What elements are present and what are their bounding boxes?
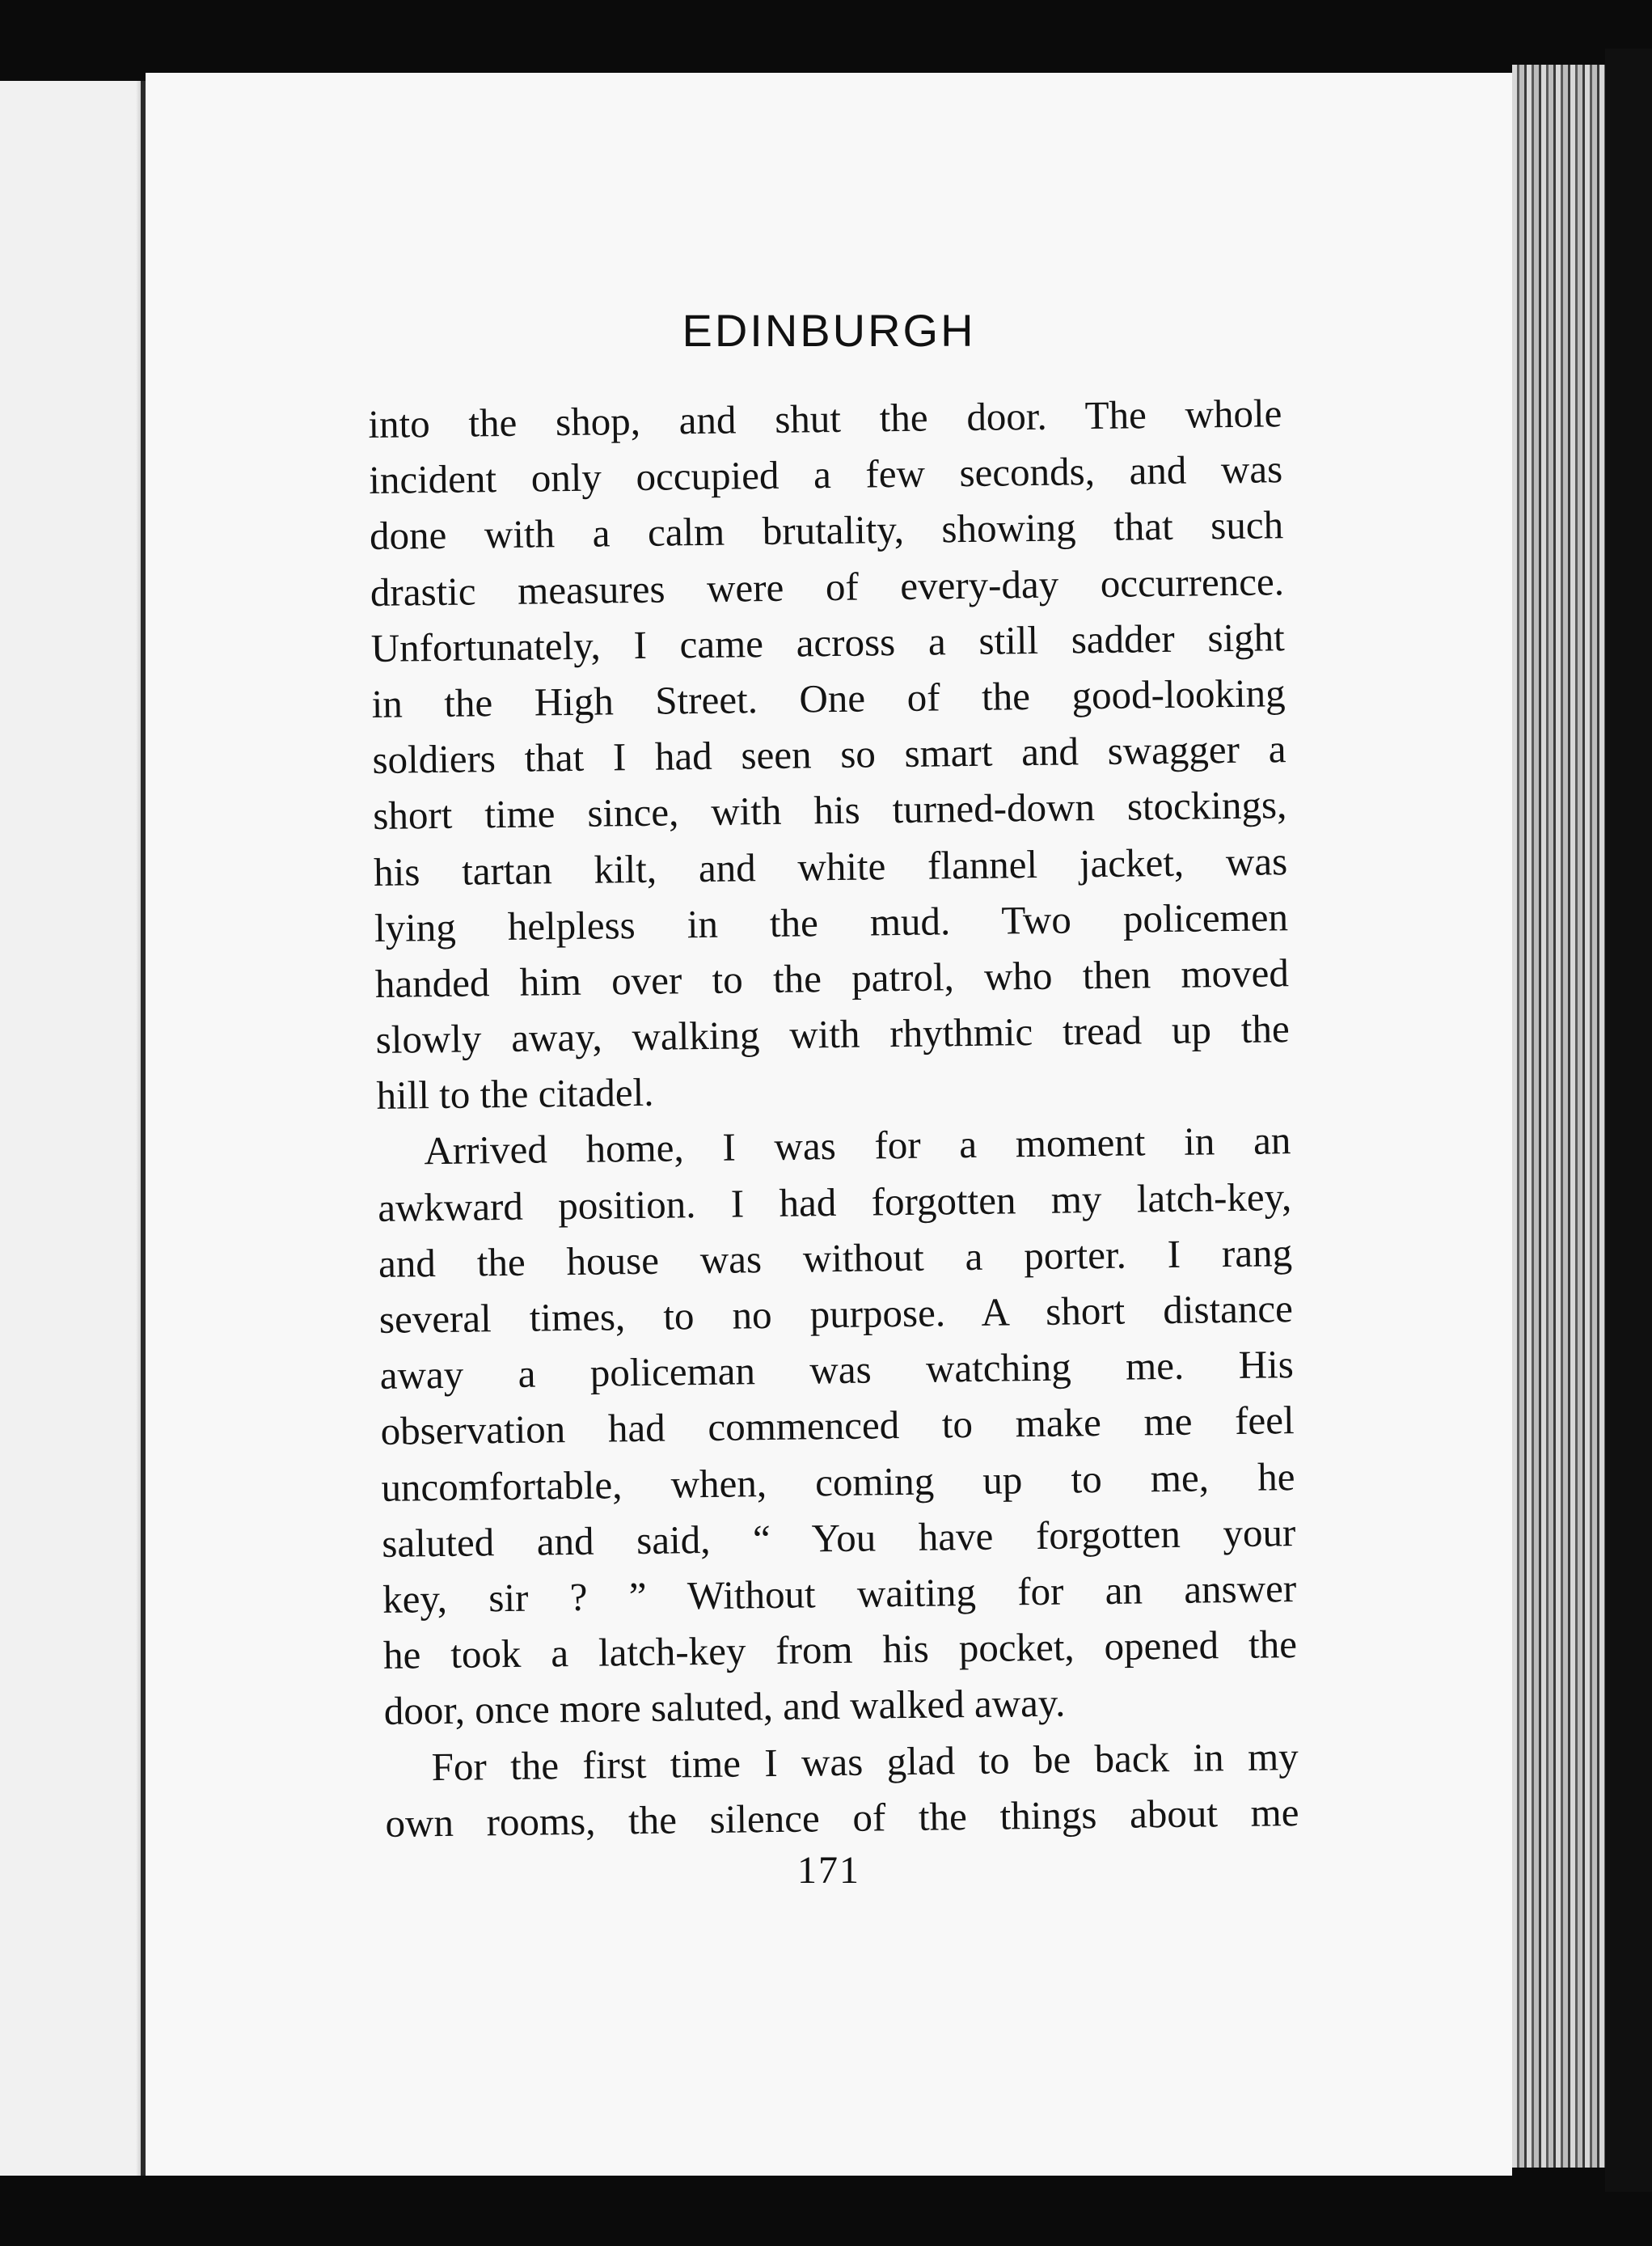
text-line: observation had commenced to make me feel [380, 1398, 1295, 1454]
text-line: his tartan kilt, and white flannel jacket, was [373, 838, 1288, 895]
text-line: short time since, with his turned-down stockings, [373, 782, 1287, 839]
previous-page-edge [0, 81, 144, 2176]
text-line: Unfortunately, I came across a still sadder sight [370, 614, 1286, 670]
text-line: incident only occupied a few seconds, and was [368, 446, 1283, 503]
text-line: several times, to no purpose. A short distance [378, 1286, 1294, 1342]
text-line: soldiers that I had seen so smart and swagger a [372, 726, 1287, 783]
text-line: lying helpless in the mud. Two policemen [374, 894, 1289, 950]
text-line: saluted and said, “ You have forgotten your [381, 1509, 1296, 1566]
paragraph [377, 1113, 1298, 1740]
page-stack-edges [1512, 65, 1617, 2168]
text-line: slowly away, walking with rhythmic tread up the [375, 1006, 1290, 1063]
text-line: hill to the citadel. [376, 1069, 654, 1119]
text-line: in the High Street. One of the good-looking [371, 670, 1286, 726]
text-line: he took a latch-key from his pocket, opened the [382, 1622, 1298, 1678]
text-line: awkward position. I had forgotten my latch-key, [377, 1174, 1292, 1230]
text-line: away a policeman was watching me. His [379, 1342, 1295, 1398]
scan-border [1605, 49, 1652, 2192]
text-line: For the first time I was glad to be back in my [431, 1733, 1299, 1789]
text-line: Arrived home, I was for a moment in an [424, 1118, 1291, 1174]
body-text [368, 385, 1299, 1851]
text-line: uncomfortable, when, coming up to me, he [381, 1453, 1295, 1510]
text-line: door, once more saluted, and walked away. [383, 1680, 1066, 1734]
text-line: and the house was without a porter. I rang [378, 1229, 1293, 1286]
text-line: own rooms, the silence of the things about me [385, 1789, 1299, 1846]
text-line: into the shop, and shut the door. The whole [368, 391, 1282, 446]
text-line: key, sir ? ” Without waiting for an answer [382, 1566, 1297, 1622]
text-line: done with a calm brutality, showing that such [369, 502, 1284, 559]
text-line: drastic measures were of every-day occurrence. [370, 558, 1285, 615]
paragraph [368, 385, 1291, 1123]
page-number: 171 [797, 1849, 860, 1892]
paragraph [384, 1728, 1299, 1851]
running-head: EDINBURGH [682, 305, 976, 356]
text-line: handed him over to the patrol, who then moved [374, 950, 1290, 1006]
